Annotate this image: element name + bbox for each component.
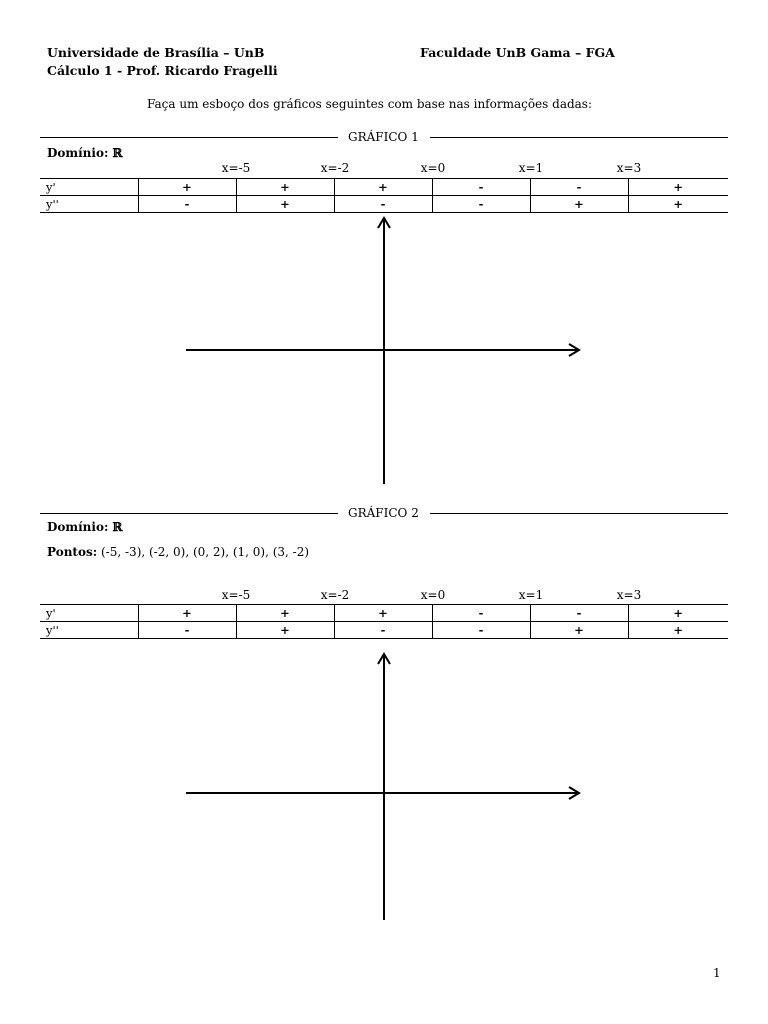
sign-cell: - bbox=[432, 179, 530, 196]
graph2-xlabel: x=-5 bbox=[221, 588, 251, 602]
university-name: Universidade de Brasília – UnB bbox=[47, 45, 265, 60]
course-name: Cálculo 1 - Prof. Ricardo Fragelli bbox=[47, 63, 278, 78]
sign-cell: + bbox=[628, 622, 728, 639]
graph1-xlabel: x=-5 bbox=[221, 161, 251, 175]
graph2-domain: Domínio: ℝ bbox=[47, 520, 123, 534]
graph1-xlabel: x=3 bbox=[616, 161, 642, 175]
points-values: (-5, -3), (-2, 0), (0, 2), (1, 0), (3, -2) bbox=[101, 545, 310, 559]
sign-cell: - bbox=[432, 605, 530, 622]
graph2-xlabel: x=1 bbox=[518, 588, 544, 602]
sign-cell: - bbox=[138, 622, 236, 639]
graph1-xlabel: x=-2 bbox=[320, 161, 350, 175]
graph2-title: GRÁFICO 2 bbox=[348, 506, 419, 520]
sign-cell: - bbox=[334, 622, 432, 639]
sign-cell: + bbox=[236, 605, 334, 622]
graph2-xlabel: x=0 bbox=[420, 588, 446, 602]
sign-cell: + bbox=[628, 179, 728, 196]
faculty-name: Faculdade UnB Gama – FGA bbox=[420, 45, 615, 60]
graph2-xlabel: x=3 bbox=[616, 588, 642, 602]
graph1-xlabel: x=0 bbox=[420, 161, 446, 175]
sign-cell: + bbox=[530, 196, 628, 213]
graph1-domain: Domínio: ℝ bbox=[47, 146, 123, 160]
instructions: Faça um esboço dos gráficos seguintes com base nas informações dadas: bbox=[147, 97, 593, 111]
sign-cell: + bbox=[530, 622, 628, 639]
sign-cell: + bbox=[138, 605, 236, 622]
sign-cell: + bbox=[236, 179, 334, 196]
sign-cell: + bbox=[334, 179, 432, 196]
sign-cell: + bbox=[138, 179, 236, 196]
sign-cell: - bbox=[432, 622, 530, 639]
sign-cell: + bbox=[628, 605, 728, 622]
sign-cell: + bbox=[628, 196, 728, 213]
graph2-xlabel: x=-2 bbox=[320, 588, 350, 602]
sign-cell: + bbox=[236, 622, 334, 639]
sign-cell: - bbox=[432, 196, 530, 213]
row-label: y' bbox=[40, 179, 138, 196]
row-label: y'' bbox=[40, 196, 138, 213]
page-number: 1 bbox=[713, 966, 721, 980]
sign-cell: - bbox=[138, 196, 236, 213]
sign-cell: + bbox=[334, 605, 432, 622]
graph1-xlabel: x=1 bbox=[518, 161, 544, 175]
row-label: y' bbox=[40, 605, 138, 622]
sign-cell: - bbox=[530, 179, 628, 196]
graph1-title: GRÁFICO 1 bbox=[348, 130, 419, 144]
row-label: y'' bbox=[40, 622, 138, 639]
sign-cell: - bbox=[530, 605, 628, 622]
sign-cell: + bbox=[236, 196, 334, 213]
sign-cell: - bbox=[334, 196, 432, 213]
points-label: Pontos: bbox=[47, 545, 98, 559]
